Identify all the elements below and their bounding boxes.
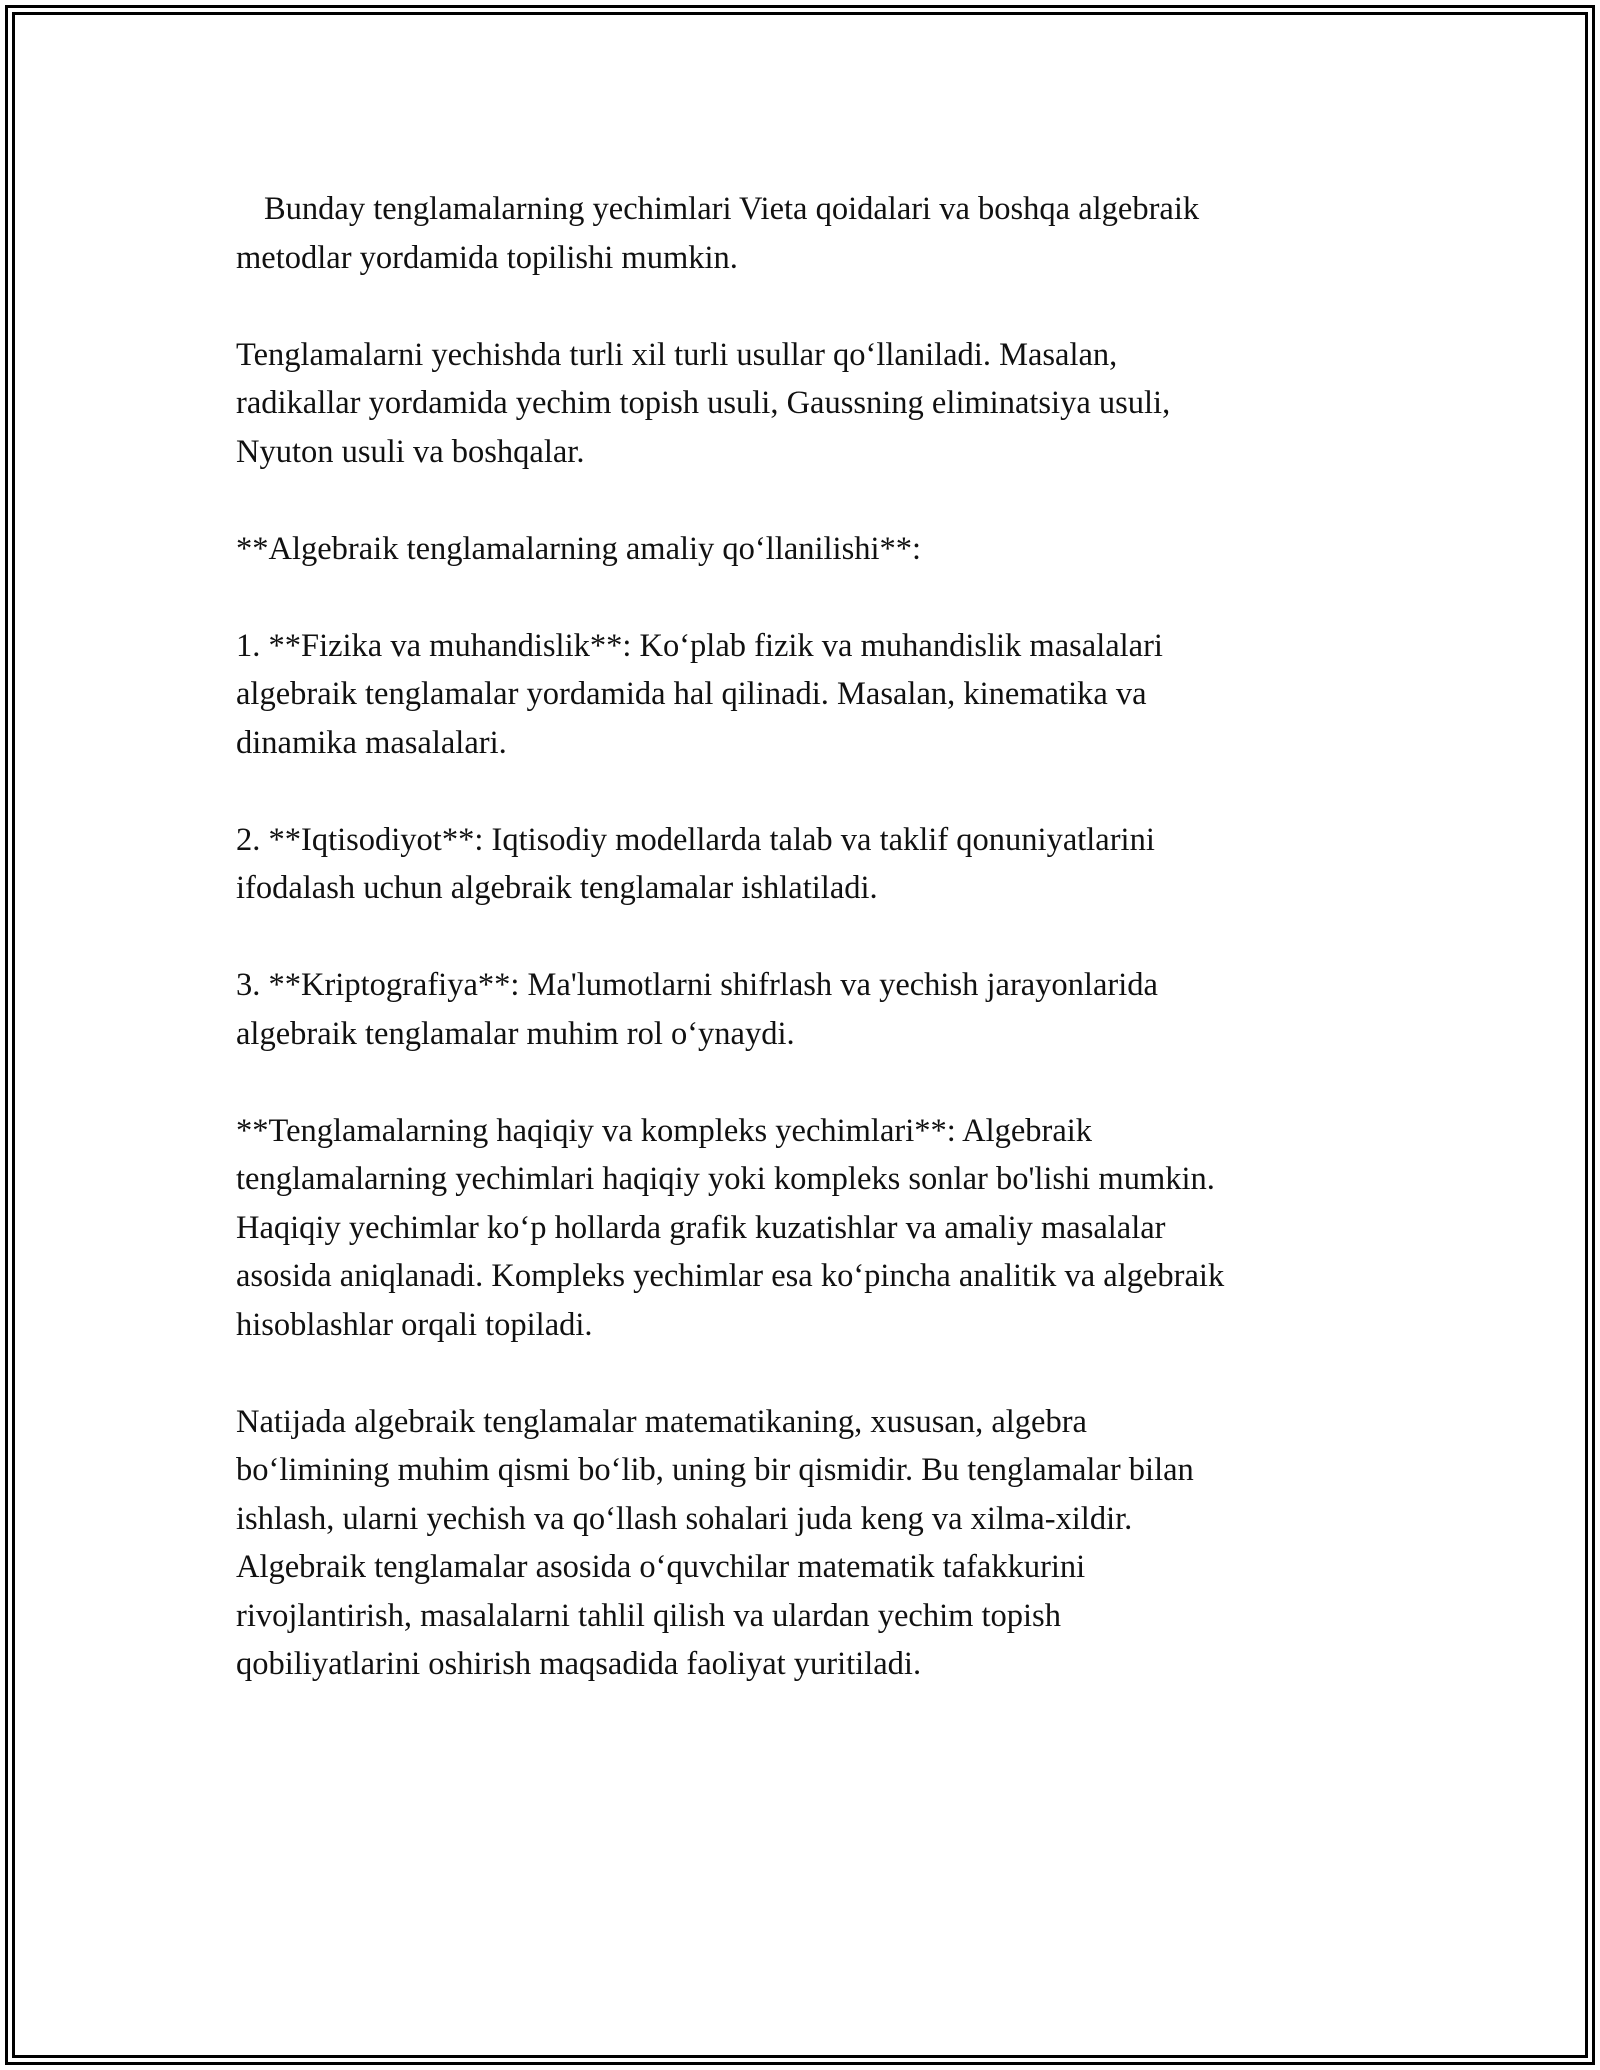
paragraph-conclusion: Natijada algebraik tenglamalar matematikaning, xususan, algebra bo‘limining muhim qismi bo‘lib, uning bir qismidir. Bu tenglamalar bilan ishlash, ularni yechish va qo‘llash sohalari juda keng va xilma-xildir. Algebraik tenglamalar asosida o‘quvchilar matematik tafakkurini rivojlantirish, masalalarni tahlil qilish va ulardan yechim topish qobiliyatlarini oshirish maqsadida faoliyat yuritiladi.: [236, 1403, 1194, 1682]
list-item-physics: 1. **Fizika va muhandislik**: Ko‘plab fizik va muhandislik masalalari algebraik tenglamalar yordamida hal qilinadi. Masalan, kinematika va dinamika masalalari.: [236, 627, 1163, 761]
paragraph-solution-methods: Tenglamalarni yechishda turli xil turli usullar qo‘llaniladi. Masalan, radikallar yordamida yechim topish usuli, Gaussning eliminatsiya usuli, Nyuton usuli va boshqalar.: [236, 336, 1171, 470]
list-item-cryptography: 3. **Kriptografiya**: Ma'lumotlarni shifrlash va yechish jarayonlarida algebraik tenglamalar muhim rol o‘ynaydi.: [236, 967, 1158, 1052]
document-body: [236, 185, 1376, 1737]
paragraph-real-complex-solutions: **Tenglamalarning haqiqiy va kompleks yechimlari**: Algebraik tenglamalarning yechimlari haqiqiy yoki kompleks sonlar bo'lishi mumkin. Haqiqiy yechimlar ko‘p hollarda grafik kuzatishlar va amaliy masalalar asosida aniqlanadi. Kompleks yechimlar esa ko‘pincha analitik va algebraik hisoblashlar orqali topiladi.: [236, 1112, 1225, 1343]
list-item-economics: 2. **Iqtisodiyot**: Iqtisodiy modellarda talab va taklif qonuniyatlarini ifodalash uchun algebraik tenglamalar ishlatiladi.: [236, 821, 1155, 906]
paragraph-vieta-methods: Bunday tenglamalarning yechimlari Vieta qoidalari va boshqa algebraik metodlar yordamida topilishi mumkin.: [236, 191, 1200, 276]
section-heading-applications: **Algebraik tenglamalarning amaliy qo‘llanilishi**:: [236, 530, 922, 567]
